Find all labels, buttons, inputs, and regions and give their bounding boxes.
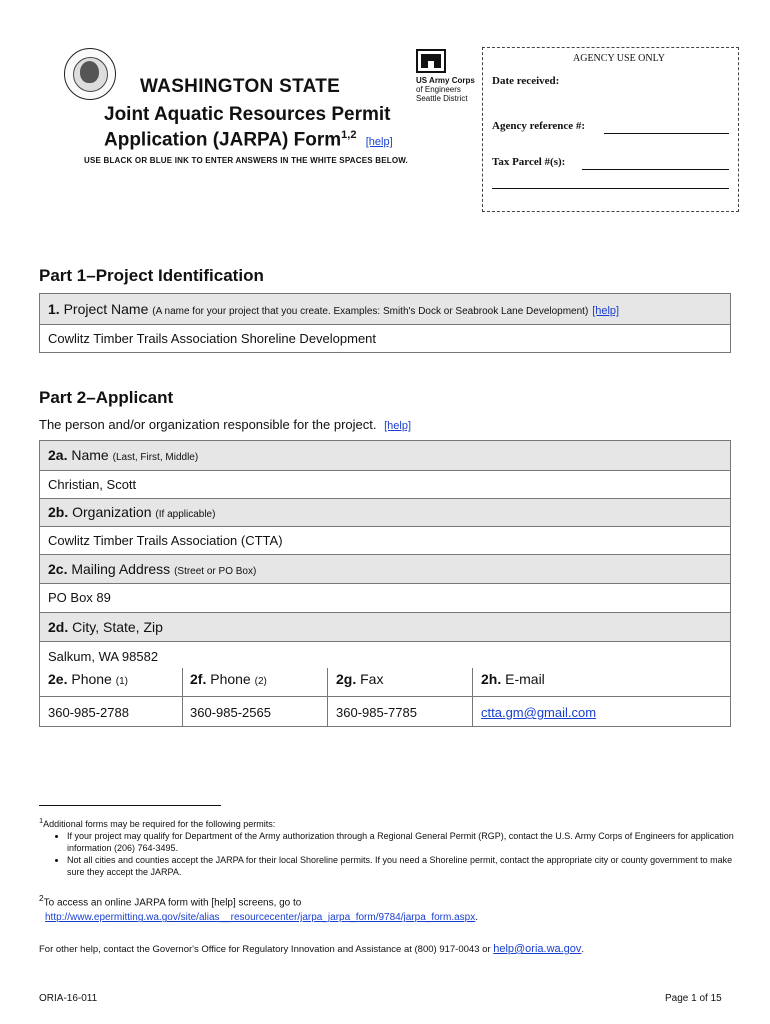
- contact-answer-row: [40, 696, 730, 727]
- other-help-end: .: [581, 944, 585, 955]
- castle-icon: [416, 49, 446, 73]
- mailing-address-answer-row[interactable]: [40, 583, 730, 613]
- q2a-hint: (Last, First, Middle): [112, 452, 199, 463]
- form-title-line1: Joint Aquatic Resources Permit: [104, 104, 391, 125]
- q2f-hint: (2): [254, 676, 267, 687]
- email-value[interactable]: ctta.gm@gmail.com: [481, 705, 597, 720]
- agency-reference-field[interactable]: [604, 133, 729, 134]
- fn1-mark: 1: [39, 816, 44, 825]
- part2-description-text: The person and/or organization responsible for the project.: [39, 417, 377, 432]
- q2h-label: E-mail: [505, 671, 545, 687]
- title-footnote-mark: 1,2: [341, 129, 357, 141]
- q2a-label: Name: [71, 447, 109, 463]
- q2e-hint: (1): [115, 676, 128, 687]
- agency-reference-label: Agency reference #:: [492, 120, 586, 132]
- q1-label: Project Name: [63, 301, 149, 317]
- q2e-label: Phone: [71, 671, 112, 687]
- q2f-number: 2f.: [190, 671, 207, 687]
- organization-value[interactable]: Cowlitz Timber Trails Association (CTTA): [48, 533, 283, 548]
- q2h-number: 2h.: [481, 671, 502, 687]
- footnote-1: [39, 815, 739, 878]
- phone2-value[interactable]: 360-985-2565: [190, 705, 271, 720]
- part1-heading: Part 1–Project Identification: [39, 266, 264, 285]
- title-help-link[interactable]: [help]: [365, 136, 393, 149]
- form-title-text: Application (JARPA) Form: [104, 129, 342, 151]
- ink-instruction: USE BLACK OR BLUE INK TO ENTER ANSWERS IN THE WHITE SPACES BELOW.: [84, 156, 408, 165]
- q2a-number: 2a.: [48, 447, 68, 463]
- fax-value[interactable]: 360-985-7785: [336, 705, 417, 720]
- tax-parcel-field-2[interactable]: [492, 188, 729, 189]
- q2b-hint: (If applicable): [155, 509, 216, 520]
- project-name-table: [39, 293, 731, 353]
- applicant-name-value[interactable]: Christian, Scott: [48, 477, 137, 492]
- project-name-header: [40, 294, 730, 324]
- fn2-text: To access an online JARPA form with [help] screens, go to: [43, 897, 302, 909]
- state-name: WASHINGTON STATE: [140, 76, 341, 97]
- q2b-label: Organization: [72, 504, 152, 520]
- other-help: [39, 943, 749, 956]
- q2c-hint: (Street or PO Box): [174, 566, 257, 577]
- name-answer-row[interactable]: [40, 470, 730, 499]
- q2g-label: Fax: [360, 671, 384, 687]
- contact-header-row: [40, 668, 730, 696]
- project-name-answer-row[interactable]: [40, 324, 730, 353]
- fn1-bullet-1: • If your project may qualify for Department of the Army authorization through a Regional General Permit (RGP), contact the U.S. Army Corps of Engineers for application information (206) 764-3495.: [67, 830, 739, 854]
- city-state-zip-header: [40, 612, 730, 642]
- other-help-text: For other help, contact the Governor's Office for Regulatory Innovation and Assistance at (800) 917-0043 or: [39, 944, 491, 955]
- city-state-zip-answer-row[interactable]: [40, 641, 730, 669]
- page-number: Page 1 of 15: [665, 993, 722, 1004]
- form-id: ORIA-16-011: [39, 993, 98, 1004]
- q1-help-link[interactable]: [help]: [592, 305, 620, 317]
- q2c-label: Mailing Address: [71, 561, 171, 577]
- part2-help-link[interactable]: [help]: [384, 420, 412, 432]
- q2d-number: 2d.: [48, 619, 69, 635]
- q1-hint: (A name for your project that you create. Examples: Smith's Dock or Seabrook Lane Development): [152, 306, 589, 317]
- tax-parcel-field[interactable]: [582, 169, 729, 170]
- applicant-table: [39, 440, 731, 727]
- q2c-number: 2c.: [48, 561, 68, 577]
- date-received-label: Date received:: [492, 75, 560, 87]
- project-name-value[interactable]: Cowlitz Timber Trails Association Shoreline Development: [48, 331, 377, 346]
- q2d-label: City, State, Zip: [72, 619, 163, 635]
- usace-logo: [416, 49, 475, 103]
- q2f-label: Phone: [210, 671, 251, 687]
- fn1-bullet-2: • Not all cities and counties accept the JARPA for their local Shoreline permits. If you need a Shoreline permit, contact the appropriate city or county government to make sure they accept the JARPA.: [67, 854, 739, 878]
- washington-state-seal: [64, 48, 116, 100]
- usace-line3: Seattle District: [416, 94, 468, 103]
- usace-line1: US Army Corps: [416, 76, 475, 85]
- part2-description: [39, 417, 411, 432]
- phone1-value[interactable]: 360-985-2788: [48, 705, 129, 720]
- organization-header: [40, 498, 730, 527]
- name-header: [40, 441, 730, 470]
- agency-box-title: AGENCY USE ONLY: [573, 53, 665, 64]
- agency-use-box: [482, 47, 739, 212]
- part2-heading: Part 2–Applicant: [39, 388, 174, 407]
- mailing-address-header: [40, 554, 730, 584]
- q2b-number: 2b.: [48, 504, 69, 520]
- organization-answer-row[interactable]: [40, 526, 730, 555]
- fn2-mark: 2: [39, 893, 44, 903]
- q1-number: 1.: [48, 301, 60, 317]
- oria-email-link[interactable]: help@oria.wa.gov: [493, 943, 582, 955]
- mailing-address-value[interactable]: PO Box 89: [48, 590, 111, 605]
- q2g-number: 2g.: [336, 671, 357, 687]
- form-title-line2: [104, 129, 393, 151]
- q2e-number: 2e.: [48, 671, 68, 687]
- fn1-text: Additional forms may be required for the following permits:: [43, 819, 276, 829]
- footnote-rule: [39, 805, 221, 806]
- city-state-zip-value[interactable]: Salkum, WA 98582: [48, 649, 159, 664]
- usace-line2: of Engineers: [416, 85, 461, 94]
- jarpa-form-link[interactable]: http://www.epermitting.wa.gov/site/alias__resourcecenter/jarpa_jarpa_form/9784/jarpa_form.aspx: [45, 912, 476, 924]
- footnote-2: [39, 892, 739, 924]
- fn2-end: .: [475, 912, 479, 924]
- tax-parcel-label: Tax Parcel #(s):: [492, 156, 566, 168]
